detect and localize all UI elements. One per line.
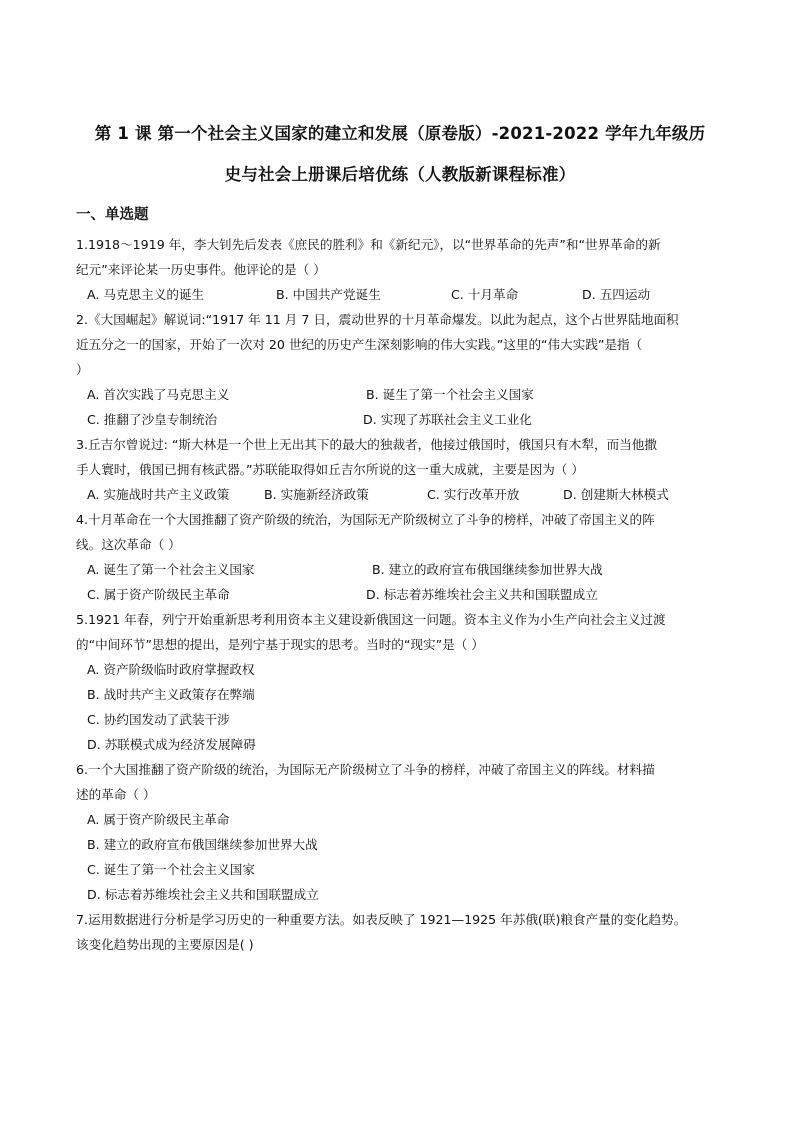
question-1-option-a: A. 马克思主义的诞生	[87, 287, 205, 302]
question-5-option-a: A. 资产阶级临时政府掌握政权	[87, 662, 255, 677]
question-4-line-1: 4.十月革命在一个大国推翻了资产阶级的统治，为国际无产阶级树立了斗争的榜样，冲破了帝国主义的阵	[76, 512, 655, 527]
question-2-option-a: A. 首次实践了马克思主义	[87, 387, 230, 402]
question-2-option-c: C. 推翻了沙皇专制统治	[87, 412, 218, 427]
question-1-line-1: 1.1918～1919 年，李大钊先后发表《庶民的胜利》和《新纪元》，以“世界革命的先声”和“世界革命的新	[76, 237, 661, 252]
question-2-line-2: 近五分之一的国家，开始了一次对 20 世纪的历史产生深刻影响的伟大实践。”这里的“伟大实践”是指（	[76, 337, 643, 352]
question-1-option-b: B. 中国共产党诞生	[276, 287, 381, 302]
question-3-option-c: C. 实行改革开放	[427, 487, 520, 502]
document-title-line-2: 史与社会上册课后培优练（人教版新课程标准）	[224, 165, 576, 184]
question-3-option-a: A. 实施战时共产主义政策	[87, 487, 230, 502]
section-heading-single-choice: 一、单选题	[76, 207, 149, 223]
question-5-option-c: C. 协约国发动了武装干涉	[87, 712, 230, 727]
question-2-option-d: D. 实现了苏联社会主义工业化	[363, 412, 532, 427]
question-5-line-2: 的“中间环节”思想的提出，是列宁基于现实的思考。当时的“现实”是（ ）	[76, 637, 484, 652]
question-1-option-d: D. 五四运动	[582, 287, 651, 302]
question-3-line-1: 3.丘吉尔曾说过: “斯大林是一个世上无出其下的最大的独裁者，他接过俄国时，俄国只有木犁，而当他撒	[76, 437, 657, 452]
question-7-line-2: 该变化趋势出现的主要原因是( )	[76, 937, 254, 952]
question-5-option-b: B. 战时共产主义政策存在弊端	[87, 687, 255, 702]
question-2-option-b: B. 诞生了第一个社会主义国家	[366, 387, 534, 402]
question-2-line-3: ）	[76, 362, 89, 377]
question-5-option-d: D. 苏联模式成为经济发展障碍	[87, 737, 256, 752]
question-4-option-b: B. 建立的政府宣布俄国继续参加世界大战	[372, 562, 603, 577]
document-title-line-1: 第 1 课 第一个社会主义国家的建立和发展（原卷版）-2021-2022 学年九年级历	[94, 124, 706, 143]
question-2-line-1: 2.《大国崛起》解说词:“1917 年 11 月 7 日，震动世界的十月革命爆发。以此为起点，这个占世界陆地面积	[76, 312, 679, 327]
question-6-option-d: D. 标志着苏维埃社会主义共和国联盟成立	[87, 887, 319, 902]
question-6-option-c: C. 诞生了第一个社会主义国家	[87, 862, 255, 877]
question-4-option-c: C. 属于资产阶级民主革命	[87, 587, 230, 602]
question-3-line-2: 手人寰时，俄国已拥有核武器。”苏联能取得如丘吉尔所说的这一重大成就，主要是因为（ ）	[76, 462, 584, 477]
question-4-line-2: 线。这次革命（ ）	[76, 537, 181, 552]
question-6-option-b: B. 建立的政府宣布俄国继续参加世界大战	[87, 837, 318, 852]
question-3-option-d: D. 创建斯大林模式	[563, 487, 669, 502]
question-6-option-a: A. 属于资产阶级民主革命	[87, 812, 230, 827]
question-6-line-2: 述的革命（ ）	[76, 787, 156, 802]
question-3-option-b: B. 实施新经济政策	[264, 487, 369, 502]
question-4-option-d: D. 标志着苏维埃社会主义共和国联盟成立	[366, 587, 598, 602]
question-1-option-c: C. 十月革命	[451, 287, 519, 302]
question-7-line-1: 7.运用数据进行分析是学习历史的一种重要方法。如表反映了 1921—1925 年苏俄(联)粮食产量的变化趋势。	[76, 912, 687, 927]
question-6-line-1: 6.一个大国推翻了资产阶级的统治，为国际无产阶级树立了斗争的榜样，冲破了帝国主义的阵线。材料描	[76, 762, 655, 777]
question-1-line-2: 纪元”来评论某一历史事件。他评论的是（ ）	[76, 262, 326, 277]
question-5-line-1: 5.1921 年春，列宁开始重新思考利用资本主义建设新俄国这一问题。资本主义作为小生产向社会主义过渡	[76, 612, 666, 627]
question-4-option-a: A. 诞生了第一个社会主义国家	[87, 562, 255, 577]
